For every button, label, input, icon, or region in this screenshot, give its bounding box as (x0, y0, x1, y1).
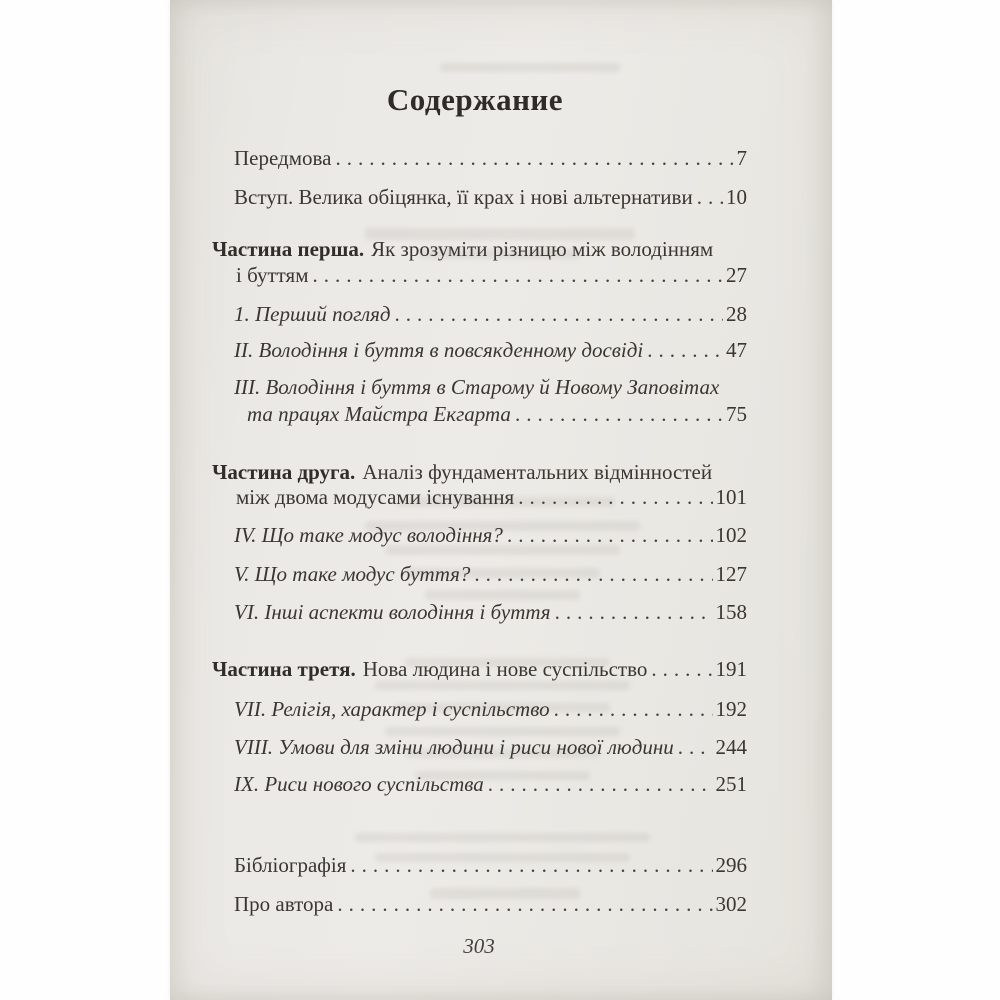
toc-entry (234, 145, 747, 171)
toc-entry-label: IX. Риси нового суспільства (234, 772, 484, 796)
dot-leader (651, 656, 712, 682)
toc-entry-label: VI. Інші аспекти володіння і буття (234, 600, 551, 624)
toc-entry-continuation (247, 401, 747, 427)
dot-leader (555, 599, 713, 625)
toc-entry-label: між двома модусами існування (236, 485, 515, 509)
toc-entry (234, 184, 747, 210)
toc-page-number: 102 (715, 523, 747, 547)
toc-page-number: 191 (715, 657, 747, 681)
dot-leader (337, 891, 712, 917)
toc-entry (234, 522, 747, 548)
bleed-through-ghost (440, 63, 620, 72)
toc-entry-label: V. Що таке модус буття? (234, 562, 471, 586)
toc-entry (212, 656, 747, 682)
toc-entry (234, 599, 747, 625)
toc-page-number: 47 (726, 338, 747, 362)
dot-leader (515, 401, 723, 427)
dot-leader (554, 696, 713, 722)
dot-leader (395, 301, 723, 327)
page-title: Содержание (386, 82, 564, 117)
toc-page-number: 75 (726, 402, 747, 426)
toc-page-number: 101 (715, 485, 747, 509)
toc-entry-label: і буттям (236, 263, 309, 287)
bleed-through-ghost (355, 833, 650, 842)
toc-entry-continuation (236, 484, 747, 510)
toc-entry-label: VIII. Умови для зміни людини і риси нової людини (234, 735, 674, 759)
toc-entry (212, 459, 747, 485)
toc-page-number: 192 (715, 697, 747, 721)
dot-leader (474, 561, 712, 587)
toc-entry-label: Про автора (234, 892, 334, 916)
toc-entry-label: та працях Майстра Екгарта (247, 402, 511, 426)
dot-leader (678, 734, 713, 760)
toc-page-number: 244 (715, 735, 747, 759)
toc-part-label: Частина перша. (212, 237, 365, 261)
dot-leader (507, 522, 713, 548)
book-page (170, 0, 832, 1000)
dot-leader (350, 852, 712, 878)
dot-leader (313, 262, 724, 288)
dot-leader (335, 145, 733, 171)
toc-entry-label: Передмова (234, 146, 332, 170)
toc-entry (234, 734, 747, 760)
toc-page-number: 127 (715, 562, 747, 586)
toc-entry (234, 771, 747, 797)
toc-entry (234, 301, 747, 327)
toc-entry-label: Нова людина і нове суспільство (362, 657, 648, 681)
toc-entry (234, 337, 747, 363)
toc-entry-label: Аналіз фундаментальних відмінностей (362, 460, 713, 484)
toc-part-label: Частина друга. (212, 460, 356, 484)
toc-entry-label: Як зрозуміти різницю між володінням (371, 237, 714, 261)
folio-page-number: 303 (463, 934, 495, 958)
dot-leader (518, 484, 712, 510)
toc-entry-label: II. Володіння і буття в повсякденному досвіді (234, 338, 644, 362)
dot-leader (697, 184, 723, 210)
toc-entry (234, 891, 747, 917)
toc-page-number: 158 (715, 600, 747, 624)
toc-page-number: 28 (726, 302, 747, 326)
toc-part-label: Частина третя. (212, 657, 356, 681)
toc-entry (234, 561, 747, 587)
toc-entry-label: Бібліографія (234, 853, 347, 877)
toc-entry-label: 1. Перший погляд (234, 302, 391, 326)
toc-entry (234, 852, 747, 878)
toc-page-number: 251 (715, 772, 747, 796)
toc-page-number: 296 (715, 853, 747, 877)
bleed-through-ghost (375, 681, 630, 690)
toc-entry-label: IV. Що таке модус володіння? (234, 523, 503, 547)
toc-page-number: 7 (736, 146, 747, 170)
toc-page-number: 302 (715, 892, 747, 916)
toc-page-number: 10 (726, 185, 747, 209)
toc-entry (234, 374, 747, 400)
toc-entry-label: Вступ. Велика обіцянка, її крах і нові альтернативи (234, 185, 693, 209)
dot-leader (647, 337, 723, 363)
toc-entry-continuation (236, 262, 747, 288)
toc-entry (234, 696, 747, 722)
dot-leader (488, 771, 713, 797)
toc-entry (212, 236, 747, 262)
toc-entry-label: VII. Релігія, характер і суспільство (234, 697, 550, 721)
toc-entry-label: III. Володіння і буття в Старому й Новому Заповітах (234, 375, 720, 399)
toc-page-number: 27 (726, 263, 747, 287)
